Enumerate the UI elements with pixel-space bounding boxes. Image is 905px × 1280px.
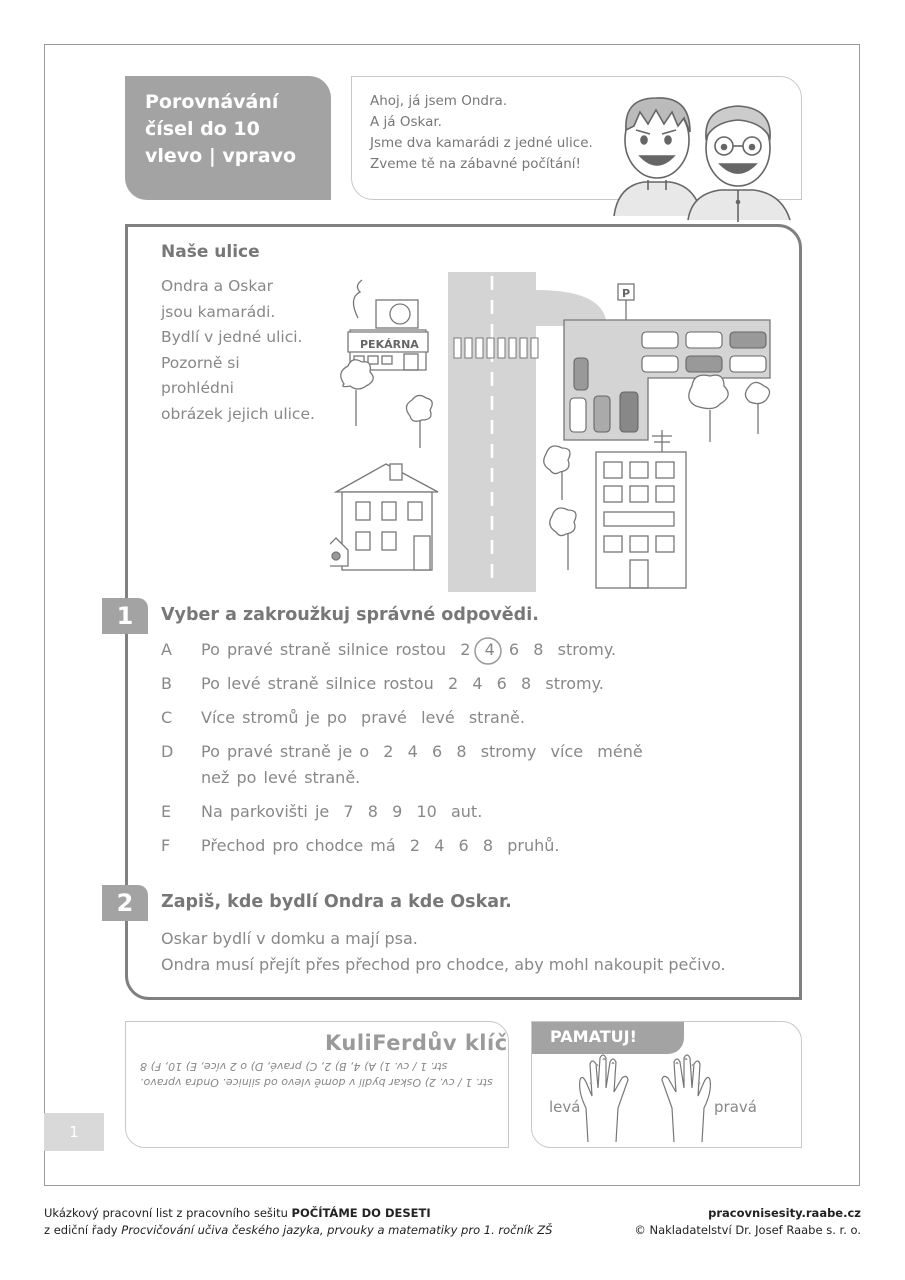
question-d-text[interactable]: Po pravé straně je o 2 4 6 8 stromy více méně xyxy=(201,742,643,761)
answer-circle xyxy=(473,636,503,666)
footer-right xyxy=(634,1205,861,1239)
website-link[interactable]: pracovnisesity.raabe.cz xyxy=(708,1206,861,1220)
question-letter: F xyxy=(161,836,171,855)
series-name: Procvičování učiva českého jazyka, prvouky a matematiky pro 1. ročník ZŠ xyxy=(121,1223,553,1237)
remember-title: PAMATUJ! xyxy=(532,1022,684,1054)
answer-key-title: KuliFerdův klíč xyxy=(325,1031,508,1055)
task-2-number: 2 xyxy=(102,885,148,921)
street-text-line: Pozorně si xyxy=(161,353,240,372)
street-title: Naše ulice xyxy=(161,242,260,262)
street-text-line: Bydlí v jedné ulici. xyxy=(161,328,303,346)
answer-key-line: str. 1 / cv. 2) Oskar bydlí v domě vlevo od silnice. Ondra vpravo. xyxy=(140,1076,493,1089)
question-c-text[interactable]: Více stromů je po pravé levé straně. xyxy=(201,708,525,727)
parking-sign: P xyxy=(622,287,631,300)
task-1-number: 1 xyxy=(102,598,148,634)
bakery-sign: PEKÁRNA xyxy=(360,338,419,351)
task-2-line: Ondra musí přejít přes přechod pro chodce, aby mohl nakoupit pečivo. xyxy=(161,955,726,974)
page-number: 1 xyxy=(44,1113,104,1151)
workbook-name: POČÍTÁME DO DESETI xyxy=(291,1206,431,1220)
street-description xyxy=(161,274,315,427)
intro-line: Jsme dva kamarádi z jedné ulice. xyxy=(370,135,593,151)
street-text-line: jsou kamarádi. xyxy=(161,302,276,321)
right-label: pravá xyxy=(714,1098,757,1116)
boys-illustration xyxy=(604,90,800,222)
task-2-title: Zapiš, kde bydlí Ondra a kde Oskar. xyxy=(161,892,512,912)
intro-line: A já Oskar. xyxy=(370,114,442,130)
hands-icon xyxy=(570,1052,720,1144)
street-map xyxy=(330,270,790,600)
footer-prefix: Ukázkový pracovní list z pracovního sešitu xyxy=(44,1206,292,1220)
footer-prefix-2: z ediční řady xyxy=(44,1223,122,1237)
question-letter: D xyxy=(161,742,174,761)
intro-line: Zveme tě na zábavné počítání! xyxy=(370,156,581,172)
question-letter: A xyxy=(161,640,172,659)
street-text-line: prohlédni xyxy=(161,379,234,397)
question-letter: B xyxy=(161,674,172,693)
worksheet-title xyxy=(125,76,331,200)
intro-line: Ahoj, já jsem Ondra. xyxy=(370,93,508,109)
copyright: © Nakladatelství Dr. Josef Raabe s. r. o. xyxy=(634,1223,861,1237)
footer-line-2 xyxy=(44,1222,552,1239)
left-label: levá xyxy=(549,1098,581,1116)
question-f-text[interactable]: Přechod pro chodce má 2 4 6 8 pruhů. xyxy=(201,836,560,855)
question-letter: C xyxy=(161,708,173,727)
answer-key-text xyxy=(140,1058,498,1090)
footer-line-1 xyxy=(44,1205,552,1222)
answer-key-line: str. 1 / cv. 1) A) 4, B) 2, C) pravé, D) o 2 více, E) 10, F) 8 xyxy=(140,1060,448,1073)
task-2-line: Oskar bydlí v domku a mají psa. xyxy=(161,929,418,948)
question-b-text[interactable]: Po levé straně silnice rostou 2 4 6 8 stromy. xyxy=(201,674,604,693)
title-line: čísel do 10 xyxy=(145,118,260,140)
street-text-line: Ondra a Oskar xyxy=(161,277,273,295)
task-2-text xyxy=(161,926,726,978)
task-1-title: Vyber a zakroužkuj správné odpovědi. xyxy=(161,605,539,625)
footer-left xyxy=(44,1205,552,1239)
title-line: vlevo | vpravo xyxy=(145,145,297,167)
question-letter: E xyxy=(161,802,172,821)
street-text-line: obrázek jejich ulice. xyxy=(161,404,315,423)
title-line: Porovnávání xyxy=(145,91,279,113)
question-e-text[interactable]: Na parkovišti je 7 8 9 10 aut. xyxy=(201,802,483,821)
question-a-text[interactable]: Po pravé straně silnice rostou 2 4 6 8 stromy. xyxy=(201,640,617,659)
question-d-text-cont: než po levé straně. xyxy=(201,768,361,787)
